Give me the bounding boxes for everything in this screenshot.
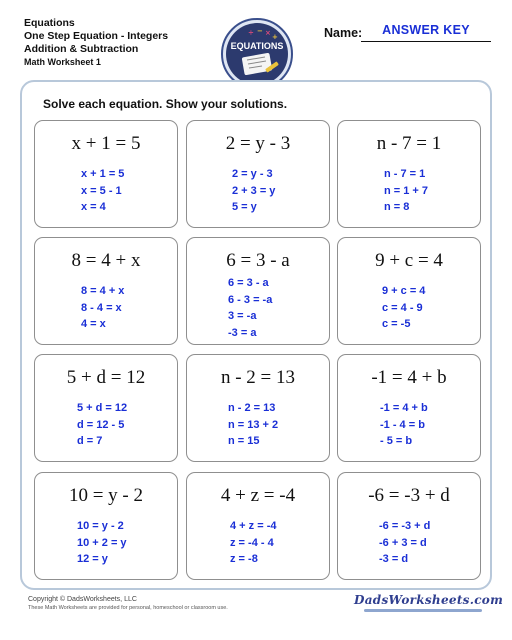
equation: 6 = 3 - a [226,250,290,271]
solution-step: z = -4 - 4 [230,536,274,549]
solution-steps [228,275,272,341]
solution-steps [382,283,425,333]
problem-card [337,237,481,345]
solution-step: - 5 = b [380,435,413,447]
problem-card [186,354,330,462]
solution-step: 6 = 3 - a [228,277,269,289]
solution-step: 9 + c = 4 [382,285,426,297]
solution-step: -6 + 3 = d [379,536,427,549]
equation: -6 = -3 + d [368,485,450,506]
solution-step: c = -5 [382,318,411,330]
equation: 4 + z = -4 [220,485,296,506]
solution-step: -3 = a [228,326,257,339]
equation: 8 = 4 + x [71,250,141,271]
svg-text:÷: ÷ [248,29,254,37]
solution-steps [232,166,275,216]
solution-step: 10 = y - 2 [77,520,124,532]
solution-step: n = 15 [228,435,260,447]
problem-card [186,237,330,345]
solution-steps [230,518,276,568]
solution-steps [81,166,124,216]
solution-step: 3 = -a [228,310,257,322]
solution-step: -6 = -3 + d [379,520,431,532]
solution-step: 8 = 4 + x [81,285,125,297]
problem-card [34,120,178,228]
solution-steps [379,518,430,568]
footer-logo-text: DadsWorksheets.com [354,593,504,607]
solution-steps [81,283,124,333]
solution-steps [384,166,428,216]
equation: n - 2 = 13 [220,367,296,388]
header-topic: Addition & Subtraction [24,43,139,55]
solution-steps [77,400,127,450]
problem-card [337,120,481,228]
solution-step: n = 13 + 2 [228,418,279,431]
solution-step: 4 = x [81,318,106,330]
solution-step: -1 - 4 = b [380,418,425,431]
solution-step: x + 1 = 5 [81,168,125,180]
problem-card [34,472,178,580]
solution-step: 5 = y [232,201,257,213]
problem-card [337,472,481,580]
solution-steps [228,400,278,450]
dadsworksheets-logo [354,593,504,615]
copyright: Copyright © DadsWorksheets, LLC [28,596,137,603]
instructions: Solve each equation. Show your solutions. [43,97,288,111]
problem-card [337,354,481,462]
solution-step: 12 = y [77,553,108,565]
solution-step: x = 4 [81,201,106,213]
equation: 9 + c = 4 [375,250,443,271]
name-label: Name: [324,26,363,40]
solution-step: n - 2 = 13 [228,402,276,414]
solution-step: 10 + 2 = y [77,536,127,549]
equation: -1 = 4 + b [371,367,447,388]
svg-text:−: − [257,27,263,35]
problem-card [186,120,330,228]
solution-step: d = 12 - 5 [77,418,125,431]
solution-step: z = -8 [230,553,258,565]
solution-steps [380,400,428,450]
solution-step: n - 7 = 1 [384,168,426,180]
header-subtitle: One Step Equation - Integers [24,30,169,42]
equation: 5 + d = 12 [66,367,146,388]
solution-step: -1 = 4 + b [380,402,428,414]
worksheet-header [24,17,214,69]
solution-step: 4 + z = -4 [230,520,277,532]
solution-step: c = 4 - 9 [382,301,423,314]
solution-step: -3 = d [379,553,409,565]
solution-step: n = 1 + 7 [384,184,429,197]
solution-step: 6 - 3 = -a [228,293,273,306]
logo-text: EQUATIONS [230,41,284,51]
name-field [324,22,494,44]
equation: 10 = y - 2 [68,485,144,506]
solution-step: 5 + d = 12 [77,402,128,414]
solution-step: 2 = y - 3 [232,168,273,180]
equation: 2 = y - 3 [225,133,291,154]
problem-card [34,354,178,462]
svg-text:+: + [272,33,278,41]
solution-steps [77,518,127,568]
name-underline [361,41,491,42]
usage-note: These Math Worksheets are provided for personal, homeschool or classroom use. [28,605,228,611]
problem-card [186,472,330,580]
header-worksheet-number: Math Worksheet 1 [24,57,101,67]
logo-underline [364,609,482,612]
equation: x + 1 = 5 [71,133,141,154]
solution-step: d = 7 [77,435,103,447]
problem-card [34,237,178,345]
solution-step: n = 8 [384,201,410,213]
answer-key-label: ANSWER KEY [382,23,470,37]
solution-step: x = 5 - 1 [81,184,122,197]
svg-text:×: × [265,29,271,37]
solution-step: 8 - 4 = x [81,301,122,314]
equation: n - 7 = 1 [376,133,442,154]
solution-step: 2 + 3 = y [232,184,276,197]
header-title: Equations [24,17,75,29]
